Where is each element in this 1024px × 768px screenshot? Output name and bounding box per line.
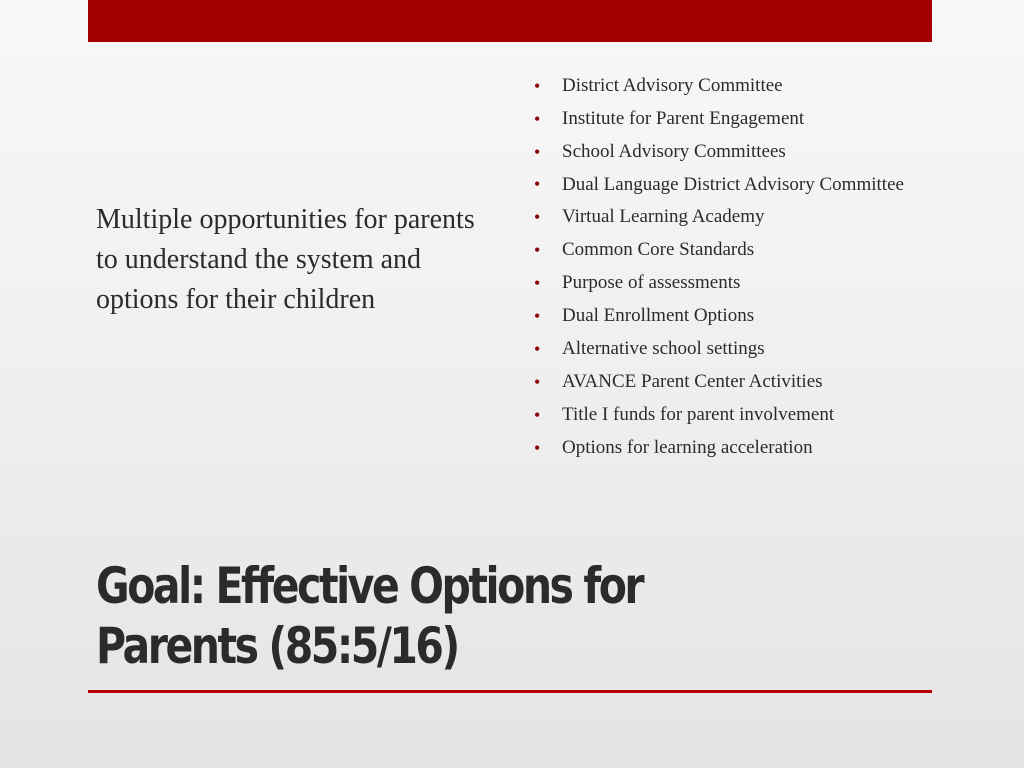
bullet-item [530,171,910,198]
bullet-text: Alternative school settings [562,338,765,359]
bullet-item [530,138,910,166]
bullet-dot-icon: • [534,339,541,359]
bullet-item [530,335,910,363]
bullet-item [530,236,910,264]
bullet-dot-icon: • [534,273,541,293]
bullet-dot-icon: • [534,306,541,326]
bullet-dot-icon: • [534,109,541,129]
left-body-text: Multiple opportunities for parents to understand the system and options for their children [96,204,475,315]
bullet-dot-icon: • [534,240,541,260]
bullet-item [530,434,910,462]
bullet-dot-icon: • [534,405,541,425]
bullet-text: Common Core Standards [562,239,755,260]
bullet-dot-icon: • [534,76,541,96]
bullet-text: District Advisory Committee [562,75,783,96]
bullet-text: Options for learning acceleration [562,437,813,458]
bullet-text: Purpose of assessments [562,272,741,293]
slide-title: Goal: Effective Options for Parents (85:5/16) [96,557,643,675]
bottom-divider [88,690,932,693]
bullet-item [530,203,910,231]
bullet-text: Title I funds for parent involvement [562,404,835,425]
bullet-item [530,269,910,297]
bullet-text: AVANCE Parent Center Activities [562,371,823,392]
bullet-list [530,72,910,467]
bullet-dot-icon: • [534,174,541,194]
bullet-text: Institute for Parent Engagement [562,108,805,129]
bullet-text: Dual Language District Advisory Committee [562,174,904,195]
top-accent-bar [88,0,932,42]
bullet-text: Virtual Learning Academy [562,206,765,227]
bullet-item [530,368,910,396]
bullet-item [530,302,910,330]
bullet-dot-icon: • [534,142,541,162]
bullet-item [530,401,910,429]
bullet-item [530,72,910,100]
bullet-text: Dual Enrollment Options [562,305,755,326]
bullet-dot-icon: • [534,438,541,458]
bullet-text: School Advisory Committees [562,141,786,162]
bullet-dot-icon: • [534,207,541,227]
bullet-dot-icon: • [534,372,541,392]
bullet-item [530,105,910,133]
